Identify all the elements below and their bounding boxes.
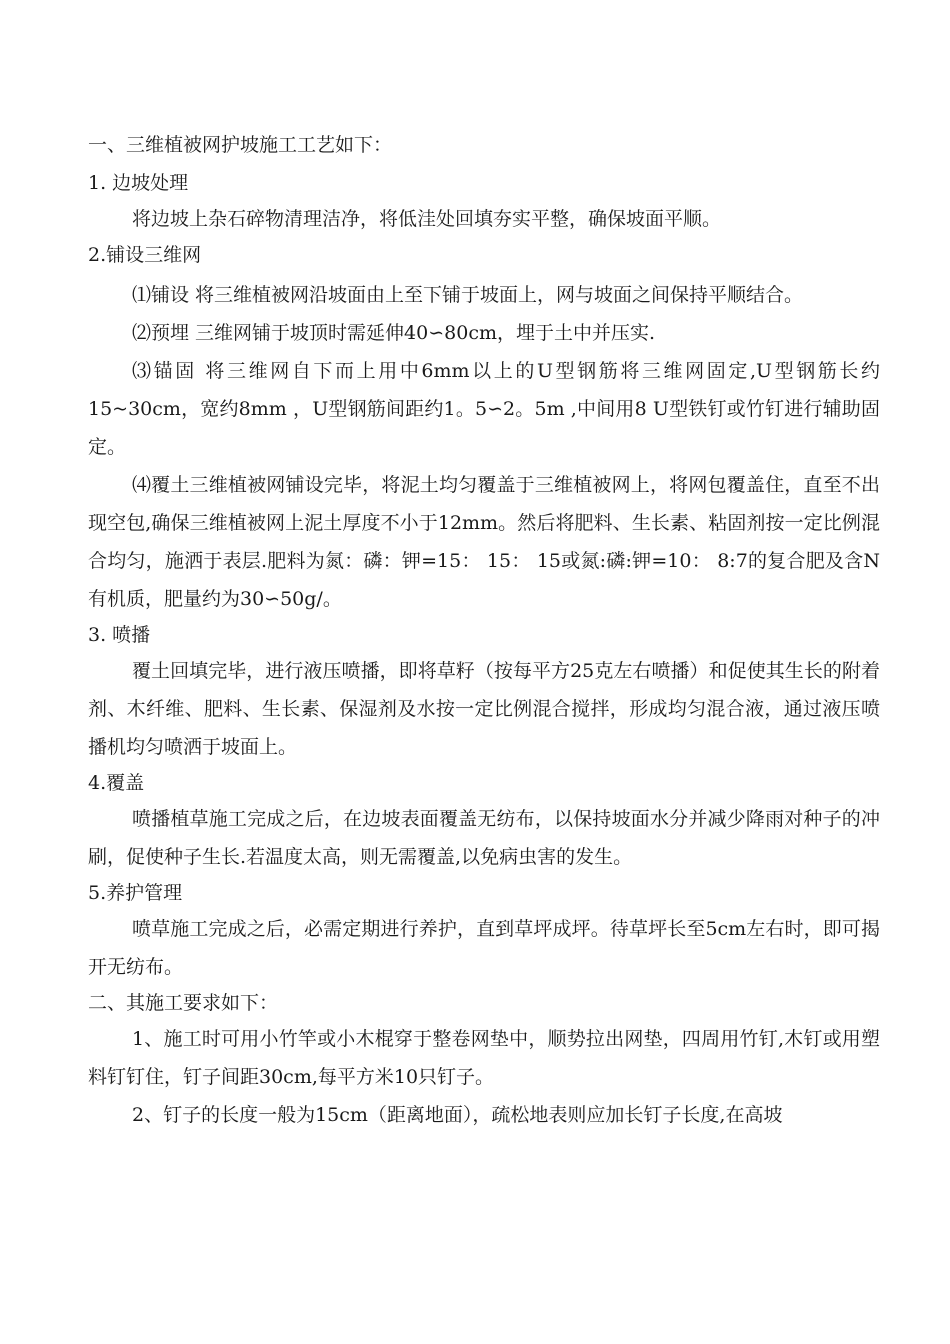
step-2-item-3: ⑶锚固 将三维网自下而上用中6mm以上的U型钢筋将三维网固定,U型钢筋长约15~30cm，宽约8mm ，U型钢筋间距约1。5∽2。5m ,中间用8 U型铁钉或竹钉进行辅助固定。 [88, 360, 880, 458]
requirement-1: 1、施工时可用小竹竿或小木棍穿于整卷网垫中，顺势拉出网垫，四周用竹钉,木钉或用塑料钉钉住，钉子间距30cm,每平方米10只钉子。 [88, 1028, 880, 1088]
requirement-2: 2、钉子的长度一般为15cm（距离地面），疏松地表则应加长钉子长度,在高坡 [132, 1104, 783, 1126]
step-1-heading: 1. 边坡处理 [88, 172, 189, 194]
section-2-title: 二、其施工要求如下： [88, 992, 279, 1014]
step-3-text: 覆土回填完毕，进行液压喷播，即将草籽（按每平方25克左右喷播）和促使其生长的附着剂、木纤维、肥料、生长素、保湿剂及水按一定比例混合搅拌，形成均匀混合液，通过液压喷播机均匀喷洒于坡面上。 [88, 660, 880, 758]
document-page [88, 128, 880, 1134]
step-2-item-4: ⑷覆土三维植被网铺设完毕，将泥土均匀覆盖于三维植被网上，将网包覆盖住，直至不出现空包,确保三维植被网上泥土厚度不小于12mm。然后将肥料、生长素、粘固剂按一定比例混合均匀，施洒于表层.肥料为氮：磷：钾=15： 15： 15或氮:磷:钾=10： 8:7的复合肥及含N有机质，肥量约为30∽50g/。 [88, 474, 880, 610]
step-5-heading: 5.养护管理 [88, 882, 183, 904]
step-2-item-1: ⑴铺设 将三维植被网沿坡面由上至下铺于坡面上，网与坡面之间保持平顺结合。 [132, 284, 804, 306]
step-5-text: 喷草施工完成之后，必需定期进行养护，直到草坪成坪。待草坪长至5cm左右时，即可揭开无纺布。 [88, 918, 880, 978]
step-4-heading: 4.覆盖 [88, 772, 145, 794]
step-3-heading: 3. 喷播 [88, 624, 151, 646]
step-2-heading: 2.铺设三维网 [88, 244, 202, 266]
step-1-text: 将边坡上杂石碎物清理洁净，将低洼处回填夯实平整，确保坡面平顺。 [132, 208, 722, 230]
step-4-text: 喷播植草施工完成之后，在边坡表面覆盖无纺布，以保持坡面水分并减少降雨对种子的冲刷，促使种子生长.若温度太高，则无需覆盖,以免病虫害的发生。 [88, 808, 880, 868]
step-2-item-2: ⑵预埋 三维网铺于坡顶时需延伸40∽80cm，埋于土中并压实. [132, 322, 656, 344]
section-1-title: 一、三维植被网护坡施工工艺如下： [88, 134, 393, 156]
